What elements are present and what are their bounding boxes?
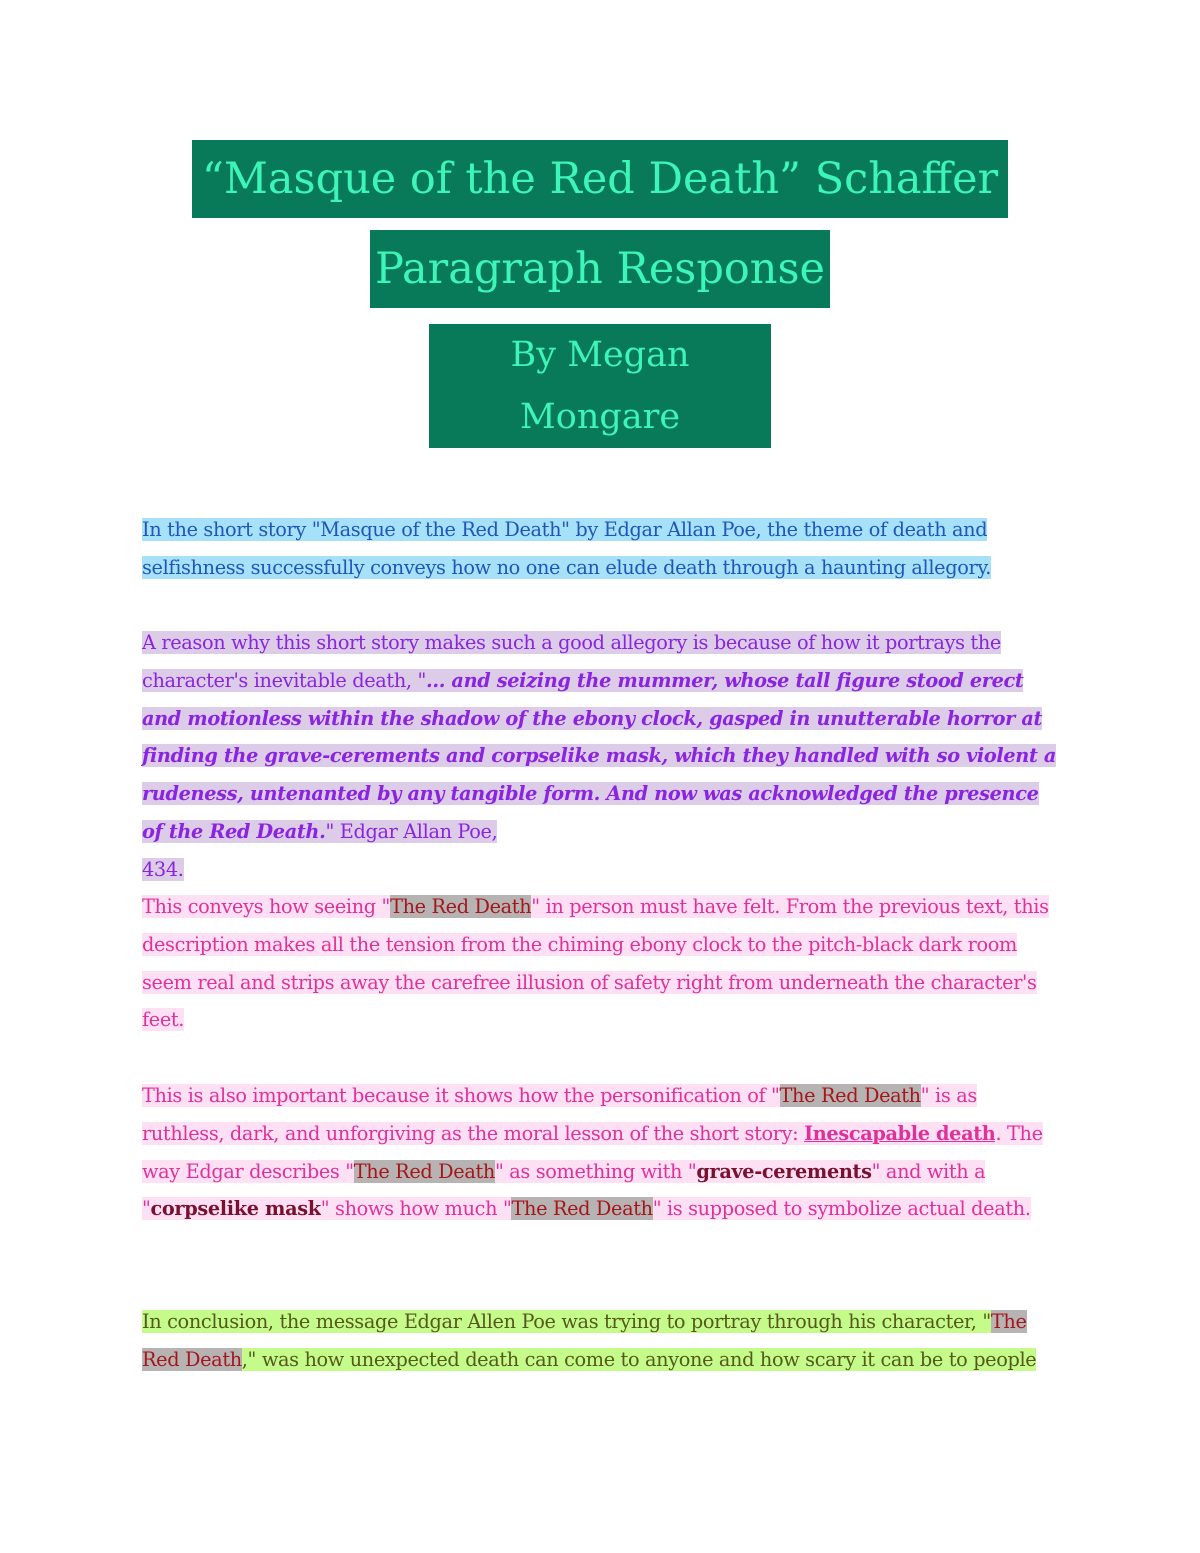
title-line-1 <box>0 140 1200 218</box>
evidence-page: 434. <box>142 857 184 881</box>
commentary-2-part-e: " and with a " <box>142 1159 986 1221</box>
quoted-phrase-corpselike-mask: corpselike mask <box>150 1197 321 1221</box>
author-line <box>0 324 1200 448</box>
red-death-highlight: The Red Death <box>511 1197 653 1221</box>
author-highlight: By Megan Mongare <box>429 324 771 448</box>
title-line-2 <box>0 230 1200 308</box>
red-death-highlight: The Red Death <box>779 1084 921 1107</box>
red-death-highlight: The Red Death <box>353 1159 495 1183</box>
moral-lesson: Inescapable death <box>804 1121 996 1145</box>
commentary-1-part-b: " in person must have felt. From the previous text, this description makes all the tension from the chiming ebony clock to the pitch-black dark room seem real and strips away the carefree illusion of safety right from underneath the character's feet. <box>142 895 1049 1032</box>
topic-sentence: In the short story "Masque of the Red Death" by Edgar Allan Poe, the theme of death and selfishness successfully conveys how no one can elude death through a haunting allegory. <box>142 518 992 579</box>
commentary-paragraph-1 <box>142 888 1062 1039</box>
commentary-1-part-a: This conveys how seeing " <box>142 895 391 918</box>
commentary-2-part-b: " is as ruthless, dark, and unforgiving as the moral lesson of the short story: <box>142 1084 977 1145</box>
red-death-highlight: The Red Death <box>142 1310 1027 1371</box>
evidence-paragraph <box>142 624 1062 889</box>
commentary-2-part-a: This is also important because it shows how the personification of " <box>142 1084 780 1107</box>
commentary-2-part-d: " as something with " <box>494 1159 697 1183</box>
commentary-2-part-g: " is supposed to symbolize actual death. <box>652 1197 1031 1221</box>
title-highlight-2: Paragraph Response <box>370 230 830 308</box>
conclusion-part-a: In conclusion, the message Edgar Allen Poe was trying to portray through his character, " <box>142 1310 991 1333</box>
quoted-phrase-grave-cerements: grave-cerements <box>696 1159 872 1183</box>
topic-sentence-paragraph <box>142 511 1062 587</box>
conclusion-part-b: ," was how unexpected death can come to anyone and how scary it can be to people <box>241 1347 1037 1371</box>
title-highlight-1: “Masque of the Red Death” Schaffer <box>192 140 1008 218</box>
commentary-2-part-f: " shows how much " <box>320 1197 512 1221</box>
commentary-paragraph-2 <box>142 1077 1062 1228</box>
evidence-intro: A reason why this short story makes such a good allegory is because of how it portrays the character's inevitable death, " <box>142 631 1001 692</box>
commentary-2-part-c: . The way Edgar describes " <box>142 1121 1043 1183</box>
evidence-citation: " Edgar Allan Poe, <box>325 819 498 843</box>
red-death-highlight: The Red Death <box>390 895 532 918</box>
conclusion-paragraph <box>142 1303 1062 1379</box>
evidence-quote: ... and seizing the mummer, whose tall figure stood erect and motionless within the shadow of the ebony clock, gasped in unutterable horror at finding the grave-cerements and corpselike mask, which they handled with so violent a rudeness, untenanted by any tangible form. And now was acknowledged the presence of the Red Death. <box>142 668 1057 843</box>
